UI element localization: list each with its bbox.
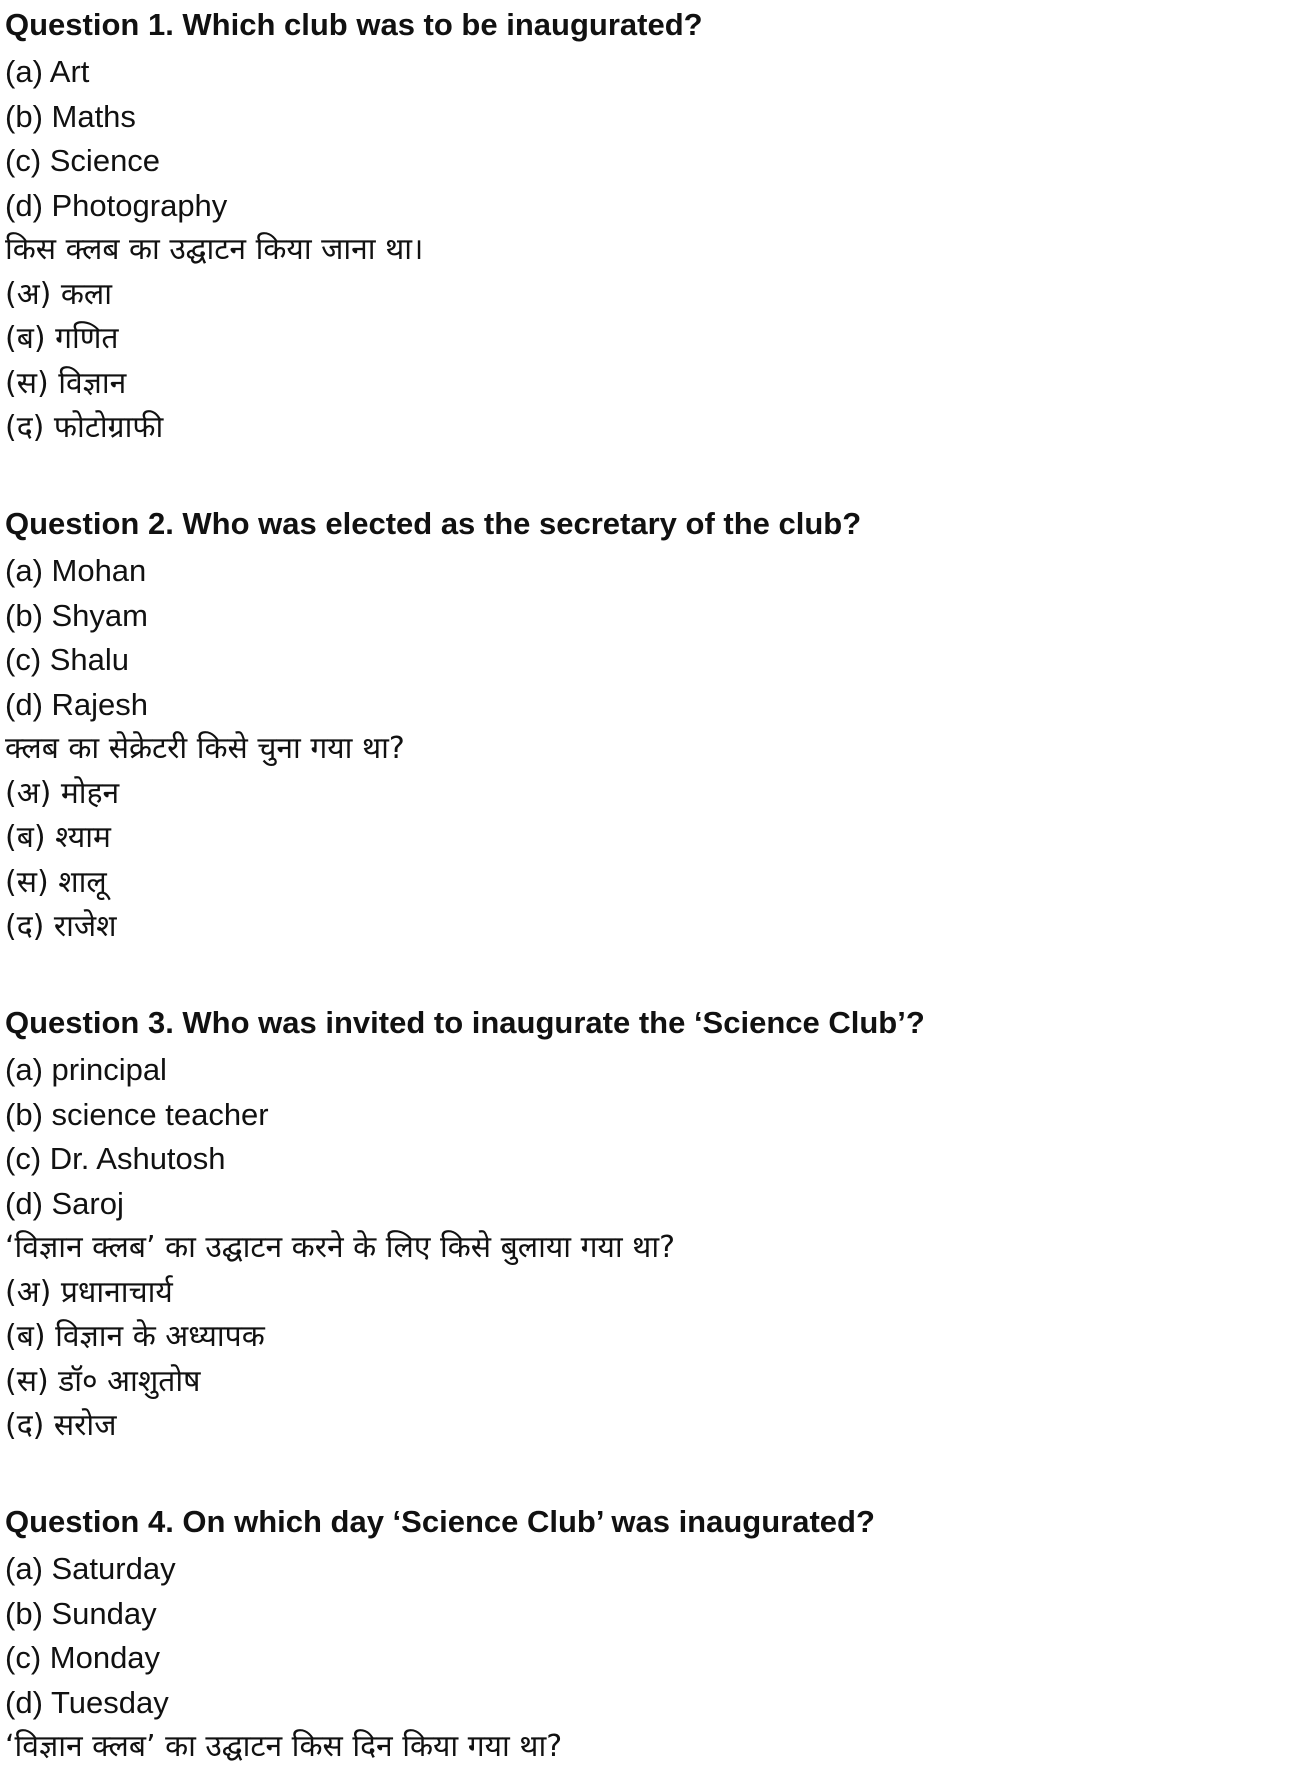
option-d: (d) Photography — [5, 187, 228, 223]
hindi-question: ‘विज्ञान क्लब’ का उद्घाटन करने के लिए किसे बुलाया गया था? — [5, 1230, 676, 1265]
option-c: (c) Dr. Ashutosh — [5, 1141, 226, 1176]
question-1 — [5, 6, 1295, 451]
hindi-option-a: (अ) कला — [5, 276, 113, 312]
question-2 — [5, 505, 1295, 950]
option-a: (a) Mohan — [5, 553, 147, 588]
question-title: Question 3. Who was invited to inaugurate the ‘Science Club’? — [5, 1005, 925, 1040]
hindi-option-a: (अ) मोहन — [5, 775, 120, 811]
option-a: (a) Art — [5, 54, 90, 89]
option-b: (b) Sunday — [5, 1595, 157, 1631]
hindi-option-b: (ब) श्याम — [5, 820, 111, 855]
hindi-option-d: (द) राजेश — [5, 909, 117, 944]
option-d: (d) Saroj — [5, 1185, 124, 1221]
option-b: (b) science teacher — [5, 1096, 269, 1132]
option-d: (d) Rajesh — [5, 686, 148, 722]
hindi-question: किस क्लब का उद्घाटन किया जाना था। — [5, 232, 424, 267]
hindi-question: क्लब का सेक्रेटरी किसे चुना गया था? — [5, 731, 405, 766]
hindi-option-b: (ब) विज्ञान के अध्यापक — [5, 1319, 265, 1354]
question-title: Question 2. Who was elected as the secretary of the club? — [5, 506, 862, 541]
option-c: (c) Monday — [5, 1640, 161, 1675]
question-title: Question 1. Which club was to be inaugurated? — [5, 7, 703, 42]
option-c: (c) Shalu — [5, 642, 130, 677]
option-d: (d) Tuesday — [5, 1684, 169, 1720]
hindi-option-c: (स) शालू — [5, 864, 107, 900]
question-title: Question 4. On which day ‘Science Club’ was inaugurated? — [5, 1504, 875, 1539]
hindi-option-c: (स) विज्ञान — [5, 365, 127, 401]
option-a: (a) principal — [5, 1052, 167, 1087]
option-a: (a) Saturday — [5, 1551, 176, 1586]
option-b: (b) Maths — [5, 98, 136, 134]
hindi-option-d: (द) सरोज — [5, 1408, 117, 1443]
question-3 — [5, 1004, 1295, 1449]
hindi-question: ‘विज्ञान क्लब’ का उद्घाटन किस दिन किया गया था? — [5, 1729, 563, 1764]
option-b: (b) Shyam — [5, 597, 148, 633]
hindi-option-d: (द) फोटोग्राफी — [5, 410, 164, 445]
option-c: (c) Science — [5, 143, 161, 178]
hindi-option-a: (अ) प्रधानाचार्य — [5, 1274, 173, 1310]
hindi-option-c: (स) डॉ० आशुतोष — [5, 1363, 201, 1399]
question-4 — [5, 1503, 1295, 1770]
hindi-option-b: (ब) गणित — [5, 321, 119, 356]
